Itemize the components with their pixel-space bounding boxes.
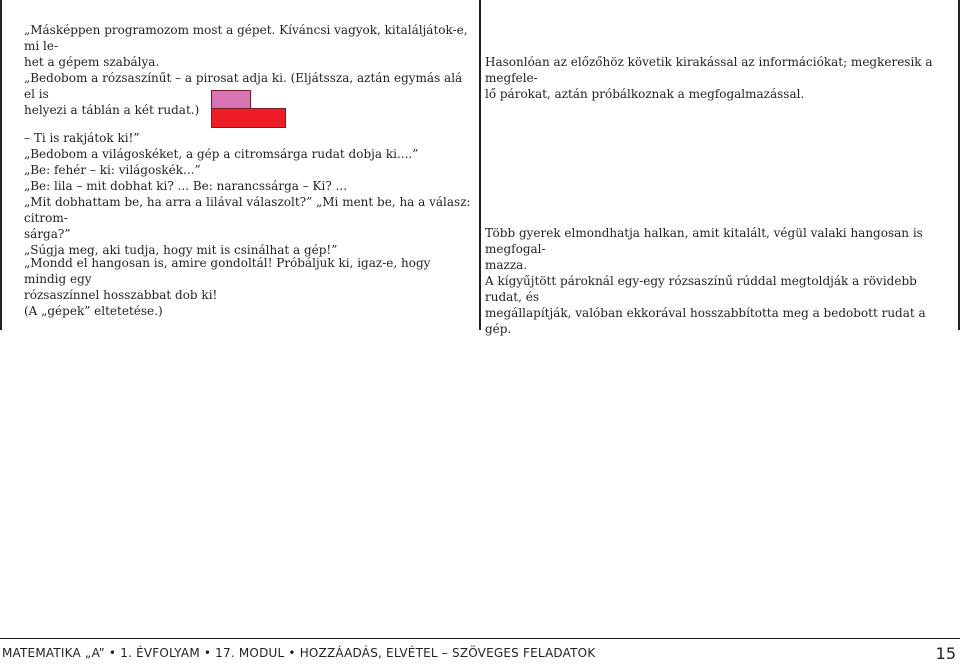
pink-rod <box>211 90 251 109</box>
footer-rule <box>0 638 960 639</box>
column-divider <box>479 0 481 330</box>
right-top-text: Hasonlóan az előzőhöz követik kirakással az információkat; megkeresik a megfele- lő párokat, aztán próbálkoznak a megfogalmazással. <box>485 55 933 101</box>
page-number: 15 <box>935 644 956 663</box>
footer-text: MATEMATIKA „A” • 1. ÉVFOLYAM • 17. MODUL • HOZZÁADÁS, ELVÉTEL – SZÖVEGES FELADATOK <box>2 646 596 660</box>
red-rod <box>211 108 286 128</box>
left-bottom-text: „Mondd el hangosan is, amire gondoltál! Próbáljuk ki, igaz-e, hogy mindig egy rózsaszínnel hosszabbat dob ki! (A „gépek” eltetetése.) <box>24 256 431 318</box>
left-top-text: „Másképpen programozom most a gépet. Kíváncsi vagyok, kitaláljátok-e, mi le- het a gépem szabálya. „Bedobom a rózsaszínűt – a pirosat adja ki. (Eljátssza, aztán egymás alá el is helyezi a táblán a két rudat.) <box>24 23 468 117</box>
right-bottom-text: Több gyerek elmondhatja halkan, amit kitalált, végül valaki hangosan is megfogal- mazza. A kígyűjtött pároknál egy-egy rózsaszínű rúddal megtoldják a rövidebb rudat, és megállapítják, valóban ekkorával hosszabbította meg a bedobott rudat a gép. <box>485 226 926 336</box>
left-border <box>0 0 2 330</box>
left-dialogue-text: – Ti is rakjátok ki!” „Bedobom a világoskéket, a gép a citromsárga rudat dobja ki....” „Be: fehér – ki: világoskék...” „Be: lila – mit dobhat ki? ... Be: narancssárga – Ki? ... „Mit dobhattam be, ha arra a lilával válaszolt?” „Mi ment be, ha a válasz: citrom- sárga?” „Súgja meg, aki tudja, hogy mit is csinálhat a gép!” <box>24 131 471 257</box>
